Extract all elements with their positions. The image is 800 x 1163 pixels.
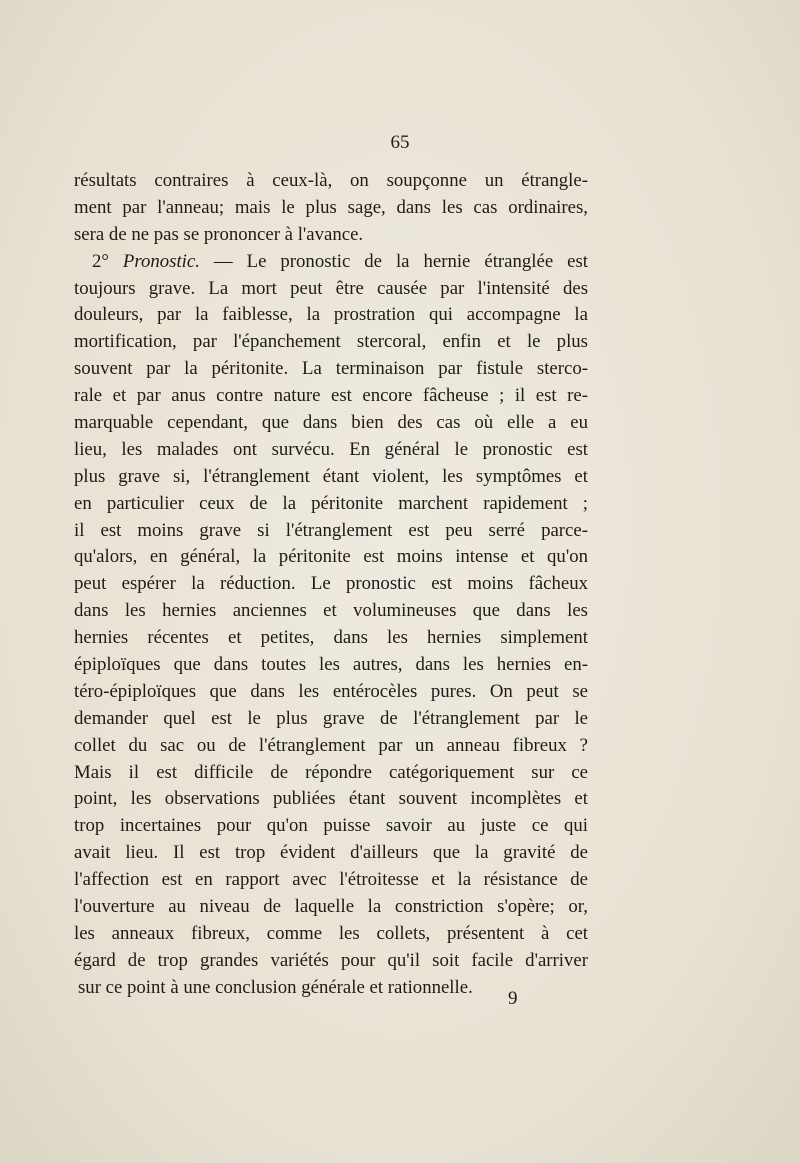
text-line: ment par l'anneau; mais le plus sage, dans les cas ordinaires,: [74, 196, 588, 218]
section-title: Pronostic.: [122, 250, 200, 272]
text-line: point, les observations publiées étant souvent incomplètes et: [74, 788, 588, 810]
text-line: en particulier ceux de la péritonite marchent rapidement ;: [74, 492, 588, 514]
text-line: demander quel est le plus grave de l'étranglement par le: [74, 707, 588, 729]
text-line: résultats contraires à ceux-là, on soupçonne un étrangle-: [74, 170, 588, 191]
text-line: égard de trop grandes variétés pour qu'il soit facile d'arriver: [74, 949, 588, 971]
section-number: 2°: [92, 250, 123, 272]
text-line: sera de ne pas se prononcer à l'avance.: [74, 223, 364, 245]
text-line: mortification, par l'épanchement stercoral, enfin et le plus: [74, 331, 588, 353]
text-line: trop incertaines pour qu'on puisse savoir au juste ce qui: [74, 815, 588, 837]
section-heading-line: [74, 249, 588, 276]
text-line: peut espérer la réduction. Le pronostic est moins fâcheux: [74, 573, 588, 595]
body-text: [74, 168, 588, 1002]
text-line: dans les hernies anciennes et volumineuses que dans les: [74, 600, 588, 622]
text-line: sur ce point à une conclusion générale et rationnelle.: [78, 976, 473, 998]
page-number: 65: [390, 132, 410, 153]
text-line: Mais il est difficile de répondre catégoriquement sur ce: [74, 761, 588, 783]
text-line: toujours grave. La mort peut être causée par l'intensité des: [74, 277, 588, 299]
text-line: rale et par anus contre nature est encore fâcheuse ; il est re-: [74, 385, 588, 407]
text-line: épiploïques que dans toutes les autres, dans les hernies en-: [74, 654, 588, 676]
text-line: téro-épiploïques que dans les entérocèles pures. On peut se: [74, 680, 588, 702]
text-line: lieu, les malades ont survécu. En général le pronostic est: [74, 438, 588, 460]
text-line: hernies récentes et petites, dans les hernies simplement: [74, 627, 588, 649]
text-line-rest: — Le pronostic de la hernie étranglée est: [199, 250, 588, 272]
text-line: les anneaux fibreux, comme les collets, présentent à cet: [74, 922, 588, 944]
text-line: l'ouverture au niveau de laquelle la constriction s'opère; or,: [74, 896, 588, 918]
text-line: marquable cependant, que dans bien des cas où elle a eu: [74, 412, 588, 434]
text-line: souvent par la péritonite. La terminaison par fistule sterco-: [74, 358, 588, 380]
text-line: avait lieu. Il est trop évident d'ailleurs que la gravité de: [74, 842, 588, 864]
text-line: douleurs, par la faiblesse, la prostration qui accompagne la: [74, 304, 588, 326]
text-line: collet du sac ou de l'étranglement par un anneau fibreux ?: [74, 734, 588, 756]
text-line: l'affection est en rapport avec l'étroitesse et la résistance de: [74, 869, 588, 891]
text-line: il est moins grave si l'étranglement est peu serré parce-: [74, 519, 588, 541]
text-line: plus grave si, l'étranglement étant violent, les symptômes et: [74, 465, 588, 487]
text-line: qu'alors, en général, la péritonite est moins intense et qu'on: [74, 546, 588, 568]
signature-mark: 9: [508, 988, 518, 1009]
